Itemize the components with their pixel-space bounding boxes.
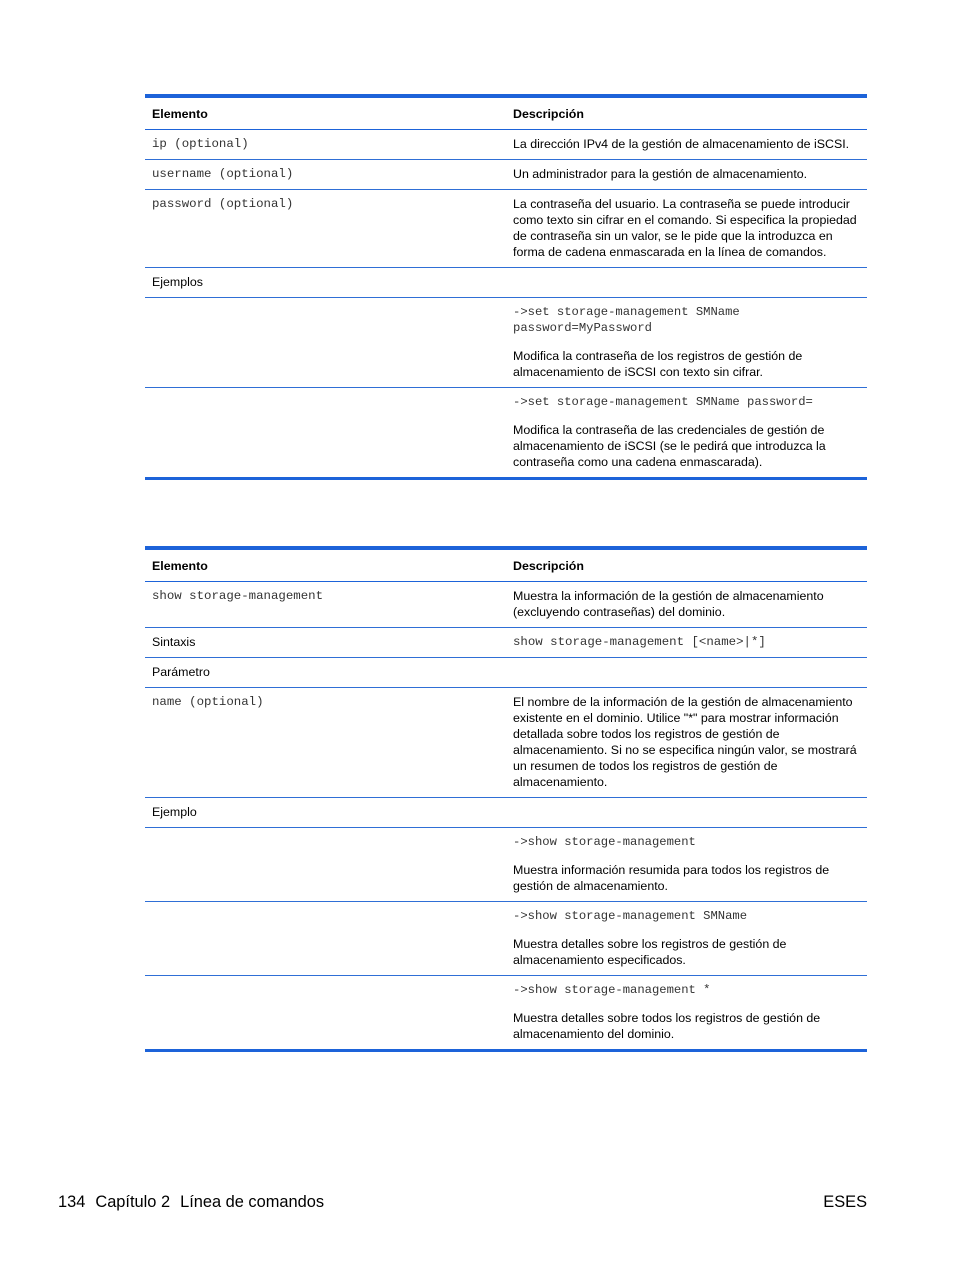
command-table-show [145, 546, 867, 1052]
table-header-row [145, 548, 867, 582]
example-description: Muestra detalles sobre los registros de gestión de almacenamiento especificados. [513, 937, 787, 967]
empty-cell [145, 976, 506, 1051]
example-description: Muestra información resumida para todos los registros de gestión de almacenamiento. [513, 863, 830, 893]
header-description: Descripción [513, 107, 584, 121]
example-row [145, 976, 867, 1051]
section-label: Parámetro [152, 665, 210, 679]
section-label: Ejemplo [152, 805, 197, 819]
command-table-set [145, 94, 867, 480]
syntax-row [145, 628, 867, 658]
header-element: Elemento [152, 107, 208, 121]
element-cell: ip (optional) [152, 137, 249, 151]
header-element: Elemento [152, 559, 208, 573]
section-row [145, 798, 867, 828]
empty-cell [506, 658, 867, 688]
syntax-value: show storage-management [<name>|*] [513, 635, 766, 649]
element-cell: name (optional) [152, 695, 264, 709]
element-cell: password (optional) [152, 197, 294, 211]
section-row [145, 658, 867, 688]
empty-cell [145, 298, 506, 388]
example-command: ->show storage-management [513, 835, 696, 849]
example-command: ->set storage-management SMName password=MyPassword [513, 305, 748, 335]
table-row [145, 190, 867, 268]
section-label: Ejemplos [152, 275, 203, 289]
example-description: Muestra detalles sobre todos los registros de gestión de almacenamiento del dominio. [513, 1011, 821, 1041]
empty-cell [145, 828, 506, 902]
table-row [145, 160, 867, 190]
header-description: Descripción [513, 559, 584, 573]
description-cell: La dirección IPv4 de la gestión de almacenamiento de iSCSI. [513, 137, 850, 151]
chapter-title: Línea de comandos [180, 1193, 325, 1211]
description-cell: La contraseña del usuario. La contraseña se puede introducir como texto sin cifrar en el comando. Si especifica la propiedad de contraseña sin un valor, se le pide que la introduzca en forma de cadena enmascarada en la línea de comandos. [513, 197, 857, 259]
table-header-row [145, 96, 867, 130]
example-command: ->show storage-management * [513, 983, 711, 997]
table-row [145, 582, 867, 628]
description-cell: El nombre de la información de la gestión de almacenamiento existente en el dominio. Utilice "*" para mostrar información detallada sobre todos los registros de gestión de almacenamiento. Si no se especifica ningún valor, se mostrará un resumen de todos los registros de gestión de almacenamiento. [513, 695, 857, 789]
example-description: Modifica la contraseña de las credenciales de gestión de almacenamiento de iSCSI (se le pedirá que introduzca la contraseña como una cadena enmascarada). [513, 423, 826, 469]
section-row [145, 268, 867, 298]
example-cell [506, 902, 867, 976]
example-cell [506, 388, 867, 479]
syntax-label: Sintaxis [152, 635, 196, 649]
example-row [145, 298, 867, 388]
empty-cell [145, 902, 506, 976]
chapter-label: Capítulo 2 [95, 1193, 171, 1211]
page-number: 134 [58, 1193, 86, 1211]
example-description: Modifica la contraseña de los registros de gestión de almacenamiento de iSCSI con texto sin cifrar. [513, 349, 803, 379]
empty-cell [506, 798, 867, 828]
example-row [145, 828, 867, 902]
element-cell: username (optional) [152, 167, 294, 181]
example-cell [506, 828, 867, 902]
example-row [145, 388, 867, 479]
table-row [145, 130, 867, 160]
table-row [145, 688, 867, 798]
page-footer-left [58, 1192, 324, 1212]
empty-cell [145, 388, 506, 479]
example-command: ->set storage-management SMName password= [513, 395, 813, 409]
example-row [145, 902, 867, 976]
example-cell [506, 298, 867, 388]
example-command: ->show storage-management SMName [513, 909, 748, 923]
page-footer-locale: ESES [823, 1193, 867, 1211]
example-cell [506, 976, 867, 1051]
description-cell: Un administrador para la gestión de almacenamiento. [513, 167, 808, 181]
description-cell: Muestra la información de la gestión de almacenamiento (excluyendo contraseñas) del dominio. [513, 589, 824, 619]
element-cell: show storage-management [152, 589, 324, 603]
empty-cell [506, 268, 867, 298]
